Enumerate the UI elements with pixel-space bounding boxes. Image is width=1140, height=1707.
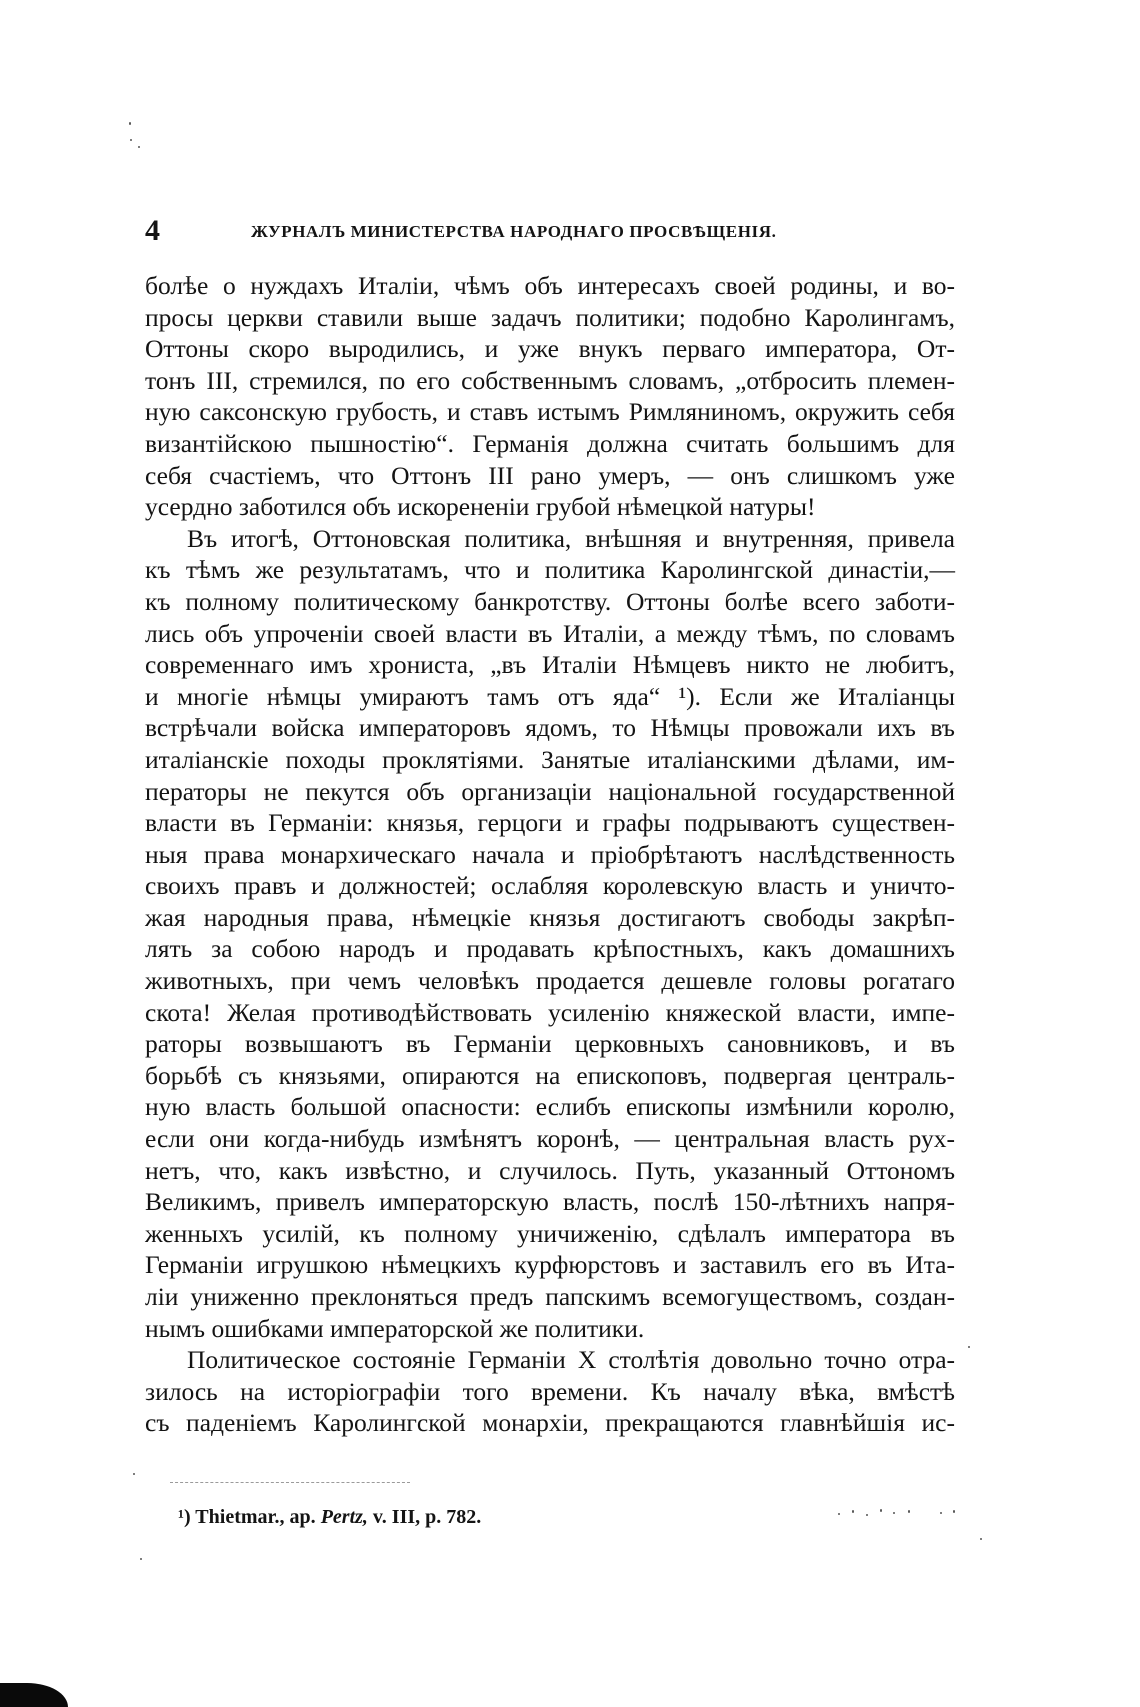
scan-speck (129, 122, 131, 125)
body-text (145, 270, 955, 1439)
scan-speck (852, 1510, 854, 1513)
scan-speck (866, 1514, 868, 1516)
scan-artifact (0, 1683, 68, 1707)
scan-speck (130, 139, 132, 141)
footnote-source: Thietmar., ap. (195, 1506, 316, 1528)
scan-speck (953, 1510, 955, 1513)
text-line: нымъ ошибками императорской же политики. (145, 1313, 645, 1343)
text-line: ныя права монархическаго начала и пріобрѣтаютъ наслѣдственность (145, 839, 955, 869)
page-header (145, 213, 955, 253)
scan-speck (133, 1473, 135, 1475)
text-line: и многіе нѣмцы умираютъ тамъ отъ яда“ ¹). Если же Италіанцы (145, 681, 955, 711)
scan-speck (968, 1346, 970, 1348)
footnote-reference: v. III, p. 782. (372, 1506, 482, 1528)
text-line: власти въ Германіи: князья, герцоги и графы подрываютъ существен- (145, 808, 955, 838)
text-line: просы церкви ставили выше задачъ политики; подобно Каролингамъ, (145, 302, 955, 332)
footnote-separator (170, 1482, 410, 1483)
text-line: италіанскіе походы проклятіями. Занятые италіанскими дѣлами, им- (145, 744, 955, 774)
text-line: борьбѣ съ князьями, опираются на епископовъ, подвергая централь- (145, 1060, 955, 1090)
text-line: женныхъ усилій, къ полному уничиженію, сдѣлалъ императора въ (145, 1218, 955, 1248)
scan-speck (838, 1513, 840, 1515)
text-line: лять за собою народъ и продавать крѣпостныхъ, какъ домашнихъ (145, 934, 955, 964)
text-line: ператоры не пекутся объ организаціи національной государственной (145, 776, 955, 806)
text-line: Германіи игрушкою нѣмецкихъ курфюрстовъ и заставилъ его въ Ита- (145, 1250, 955, 1280)
text-line: тонъ III, стремился, по его собственнымъ словамъ, „отбросить племен- (145, 365, 955, 395)
scan-speck (880, 1509, 882, 1512)
footnote-marker: ¹) (178, 1506, 191, 1528)
running-head: ЖУРНАЛЪ МИНИСТЕРСТВА НАРОДНАГО ПРОСВѢЩЕНІЯ. (251, 222, 777, 241)
text-line: къ тѣмъ же результатамъ, что и политика Каролингской династіи,— (145, 555, 955, 585)
text-line: ліи униженно преклоняться предъ папскимъ всемогуществомъ, создан- (145, 1282, 955, 1311)
text-line: встрѣчали войска императоровъ ядомъ, то Нѣмцы провожали ихъ въ (145, 713, 955, 743)
text-line: нетъ, что, какъ извѣстно, и случилось. Путь, указанный Оттономъ (145, 1155, 955, 1185)
text-line: жая народныя права, нѣмецкіе князья достигаютъ свободы закрѣп- (145, 902, 955, 932)
scan-speck (140, 1558, 142, 1560)
text-line: къ полному политическому банкротству. Оттоны болѣе всего заботи- (145, 586, 955, 616)
text-line: Оттоны скоро выродились, и уже внукъ перваго императора, От- (145, 334, 955, 364)
scan-speck (908, 1510, 910, 1513)
footnote-source-italic: Pertz, (320, 1506, 368, 1528)
scan-speck (940, 1512, 942, 1514)
text-line: лись объ упроченіи своей власти въ Италіи, а между тѣмъ, по словамъ (145, 618, 955, 648)
scan-speck (138, 146, 140, 148)
text-line: скота! Желая противодѣйствовать усиленію княжеской власти, импе- (145, 997, 955, 1027)
scan-speck (893, 1512, 895, 1514)
text-line: византійскою пышностію“. Германія должна считать большимъ для (145, 428, 955, 458)
text-line: современнаго имъ хрониста, „въ Италіи Нѣмцевъ никто не любитъ, (145, 650, 955, 680)
text-line: Въ итогѣ, Оттоновская политика, внѣшняя и внутренняя, привела (187, 523, 955, 553)
text-line: если они когда-нибудь измѣнятъ коронѣ, — центральная власть рух- (145, 1124, 955, 1154)
text-line: Политическое состояніе Германіи X столѣтія довольно точно отра- (187, 1345, 955, 1375)
text-line: зилось на исторіографіи того времени. Къ началу вѣка, вмѣстѣ (145, 1376, 955, 1406)
text-line: Великимъ, привелъ императорскую власть, послѣ 150-лѣтнихъ напря- (145, 1187, 955, 1217)
text-line: ную власть большой опасности: еслибъ епископы измѣнили королю, (145, 1092, 955, 1122)
text-line: своихъ правъ и должностей; ослабляя королевскую власть и уничто- (145, 871, 955, 901)
text-line: себя счастіемъ, что Оттонъ III рано умеръ, — онъ слишкомъ уже (145, 460, 955, 490)
text-line: раторы возвышаютъ въ Германіи церковныхъ сановниковъ, и въ (145, 1029, 955, 1059)
text-line: усердно заботился объ искорененіи грубой нѣмецкой натуры! (145, 492, 816, 522)
text-line: съ паденіемъ Каролингской монархіи, прекращаются главнѣйшія ис- (145, 1408, 955, 1438)
text-line: животныхъ, при чемъ человѣкъ продается дешевле головы рогатаго (145, 966, 955, 996)
text-line: ную саксонскую грубость, и ставъ истымъ Римляниномъ, окружить себя (145, 397, 955, 427)
page-number: 4 (145, 214, 160, 247)
footnote (178, 1505, 481, 1529)
scan-speck (980, 1538, 982, 1540)
text-line: болѣе о нуждахъ Италіи, чѣмъ объ интересахъ своей родины, и во- (145, 271, 955, 300)
